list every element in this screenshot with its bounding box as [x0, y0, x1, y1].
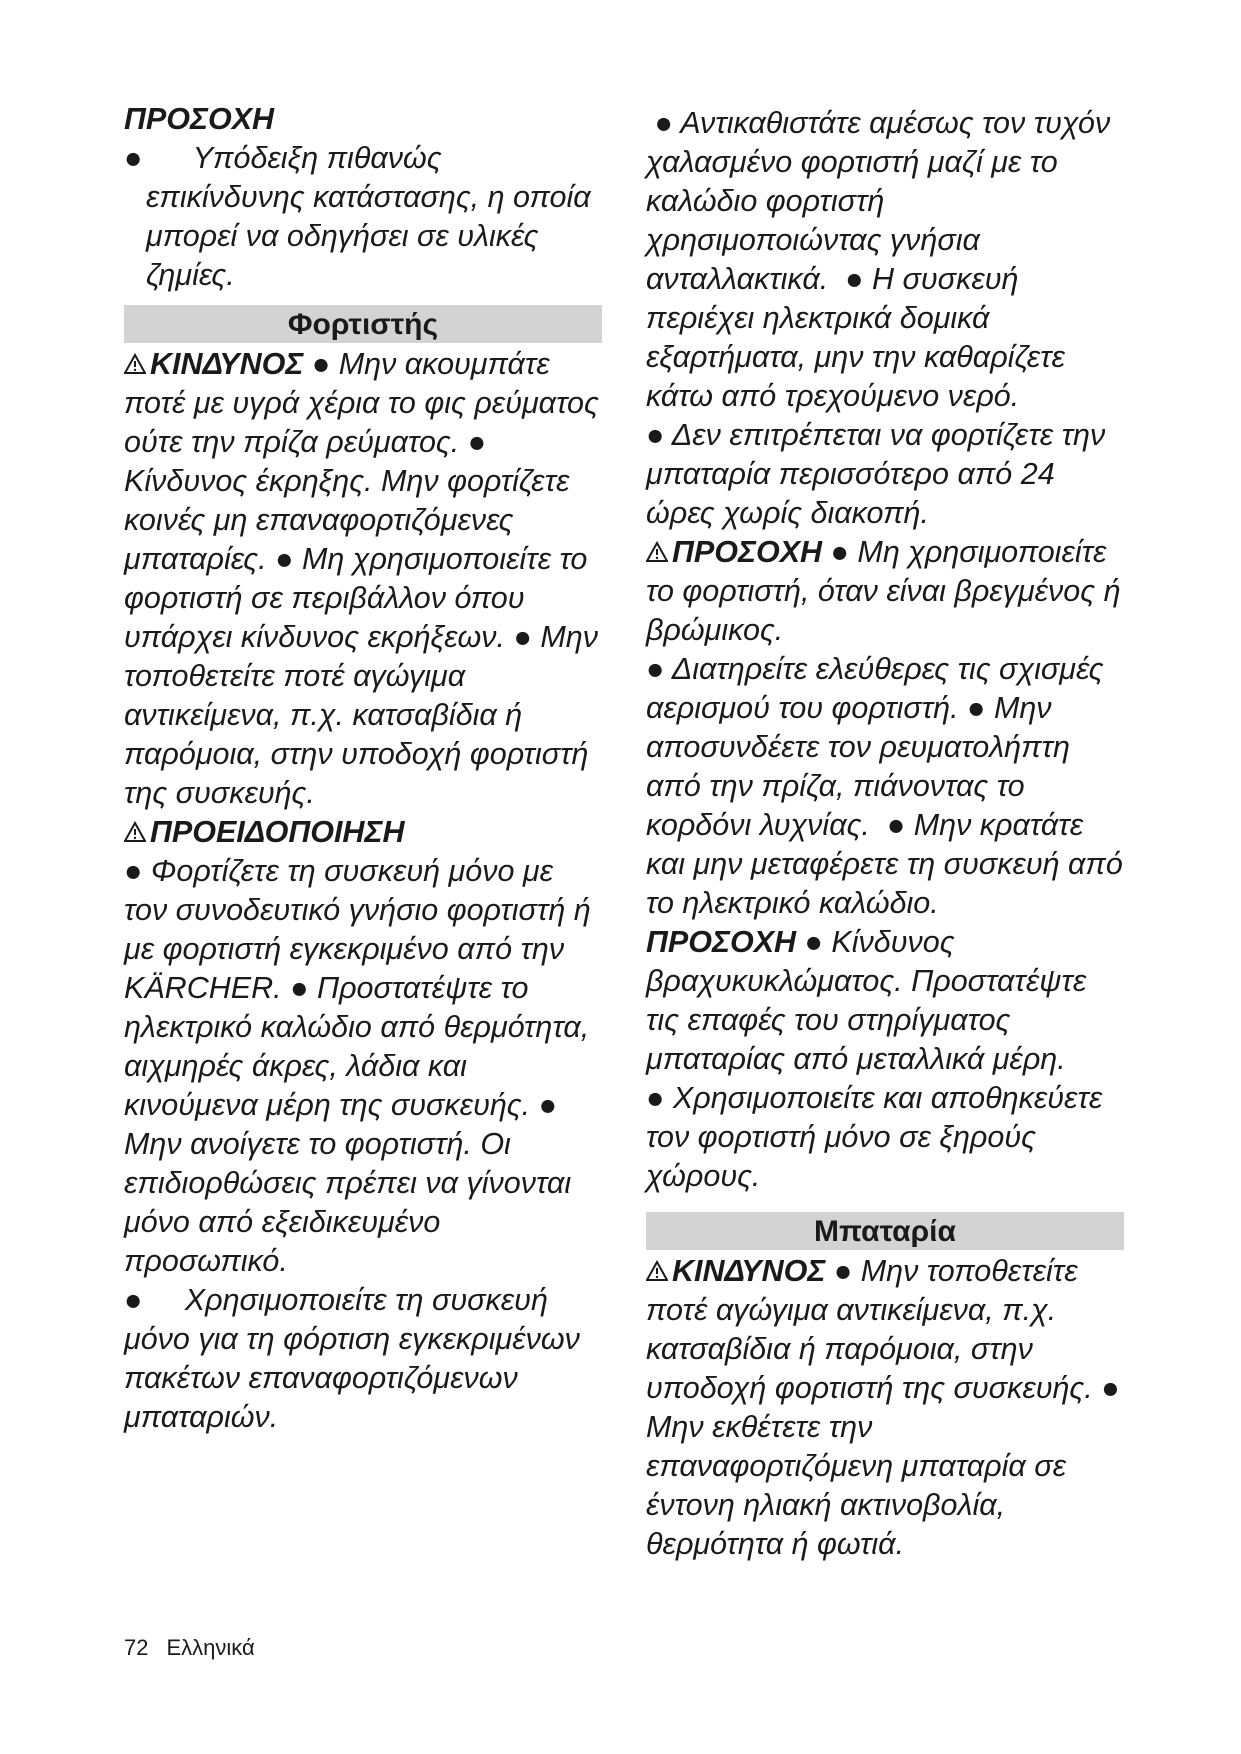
prosoxi-note-continued: επικίνδυνης κατάστασης, η οποία μπορεί να οδηγήσει σε υλικές ζημίες. [146, 180, 591, 292]
replace-charger-paragraph: ● Αντικαθιστάτε αμέσως τον τυχόν χαλασμένο φορτιστή μαζί με το καλώδιο φορτιστή χρησιμοποιώντας γνήσια ανταλλακτικά. ● Η συσκευή περιέχει ηλεκτρικά δομικά εξαρτήματα, μην την καθαρίζετε κάτω από τρεχούμενο νερό. [646, 106, 1119, 413]
right-column [646, 104, 1132, 1564]
warning-triangle-icon [124, 814, 146, 836]
prosoxi-note-first-line: ● Υπόδειξη πιθανώς [124, 141, 442, 175]
section-heading-charger: Φορτιστής [124, 305, 602, 343]
charger-danger-paragraph [124, 345, 602, 813]
charge-limit-paragraph: ● Δεν επιτρέπεται να φορτίζετε την μπαταρία περισσότερο από 24 ώρες χωρίς διακοπή. [646, 418, 1106, 530]
prosoxi-block [124, 100, 602, 139]
caution-wet-paragraph [646, 533, 1124, 650]
warning-triangle-icon [646, 534, 668, 556]
prosoxi-title: ΠΡΟΣΟΧΗ [124, 102, 275, 136]
warning-text: ● Φορτίζετε τη συσκευή μόνο με τον συνοδευτικό γνήσιο φορτιστή ή με φορτιστή εγκεκριμένο από την KÄRCHER. ● Προστατέψτε το ηλεκτρικό καλώδιο από θερμότητα, αιχμηρές άκρες, λάδια και κινούμενα μέρη της συσκευής. ● Μην ανοίγετε το φορτιστή. Οι επιδιορθώσεις πρέπει να γίνονται μόνο από εξειδικευμένο προσωπικό. [124, 854, 591, 1278]
caution-text: ● Μη χρησιμοποιείτε το φορτιστή, όταν είναι βρεγμένος ή βρώμικος. [646, 535, 1121, 647]
danger-text: ● Μην ακουμπάτε ποτέ με υγρά χέρια το φις ρεύματος ούτε την πρίζα ρεύματος. ● Κίνδυνος έκρηξης. Μην φορτίζετε κοινές μη επαναφορτιζόμενες μπαταρίες. ● Μη χρησιμοποιείτε το φορτιστή σε περιβάλλον όπου υπάρχει κίνδυνος εκρήξεων. ● Μην τοποθετείτε ποτέ αγώγιμα αντικείμενα, π.χ. κατσαβίδια ή παρόμοια, στην υποδοχή φορτιστή της συσκευής. [124, 347, 599, 810]
caution-label-2: ΠΡΟΣΟΧΗ [646, 925, 797, 959]
caution-label: ΠΡΟΣΟΧΗ [672, 535, 823, 569]
left-column [124, 100, 602, 1437]
page-footer [124, 1635, 255, 1661]
charger-use-paragraph: ● Χρησιμοποιείτε τη συσκευή μόνο για τη φόρτιση εγκεκριμένων πακέτων επαναφορτιζόμενων μπαταριών. [124, 1283, 589, 1434]
danger-label: ΚΙΝΔΥΝΟΣ [150, 347, 304, 381]
charger-warning-paragraph [124, 813, 602, 1281]
short-circuit-paragraph [646, 923, 1124, 1079]
battery-danger-paragraph [646, 1252, 1124, 1564]
page-number: 72 [124, 1635, 149, 1660]
section-heading-battery: Μπαταρία [646, 1212, 1124, 1250]
battery-danger-text: ● Μην τοποθετείτε ποτέ αγώγιμα αντικείμενα, π.χ. κατσαβίδια ή παρόμοια, στην υποδοχή φορτιστή της συσκευής. ● Μην εκθέτετε την επαναφορτιζόμενη μπαταρία σε έντονη ηλιακή ακτινοβολία, θερμότητα ή φωτιά. [646, 1254, 1120, 1561]
footer-language: Ελληνικά [166, 1635, 255, 1660]
warning-triangle-icon [646, 1253, 668, 1275]
warning-label: ΠΡΟΕΙΔΟΠΟΙΗΣΗ [150, 815, 405, 849]
battery-danger-label: ΚΙΝΔΥΝΟΣ [672, 1254, 826, 1288]
vents-paragraph: ● Διατηρείτε ελεύθερες τις σχισμές αερισμού του φορτιστή. ● Μην αποσυνδέετε τον ρευματολήπτη από την πρίζα, πιάνοντας το κορδόνι λυχνίας. ● Μην κρατάτε και μην μεταφέρετε τη συσκευή από το ηλεκτρικό καλώδιο. [646, 652, 1132, 920]
warning-triangle-icon [124, 346, 146, 368]
prosoxi-note [124, 139, 602, 178]
short-circuit-text: ● Κίνδυνος βραχυκυκλώματος. Προστατέψτε τις επαφές του στηρίγματος μπαταρίας από μεταλλικά μέρη. [646, 925, 1087, 1076]
dry-storage-paragraph: ● Χρησιμοποιείτε και αποθηκεύετε τον φορτιστή μόνο σε ξηρούς χώρους. [646, 1081, 1103, 1193]
